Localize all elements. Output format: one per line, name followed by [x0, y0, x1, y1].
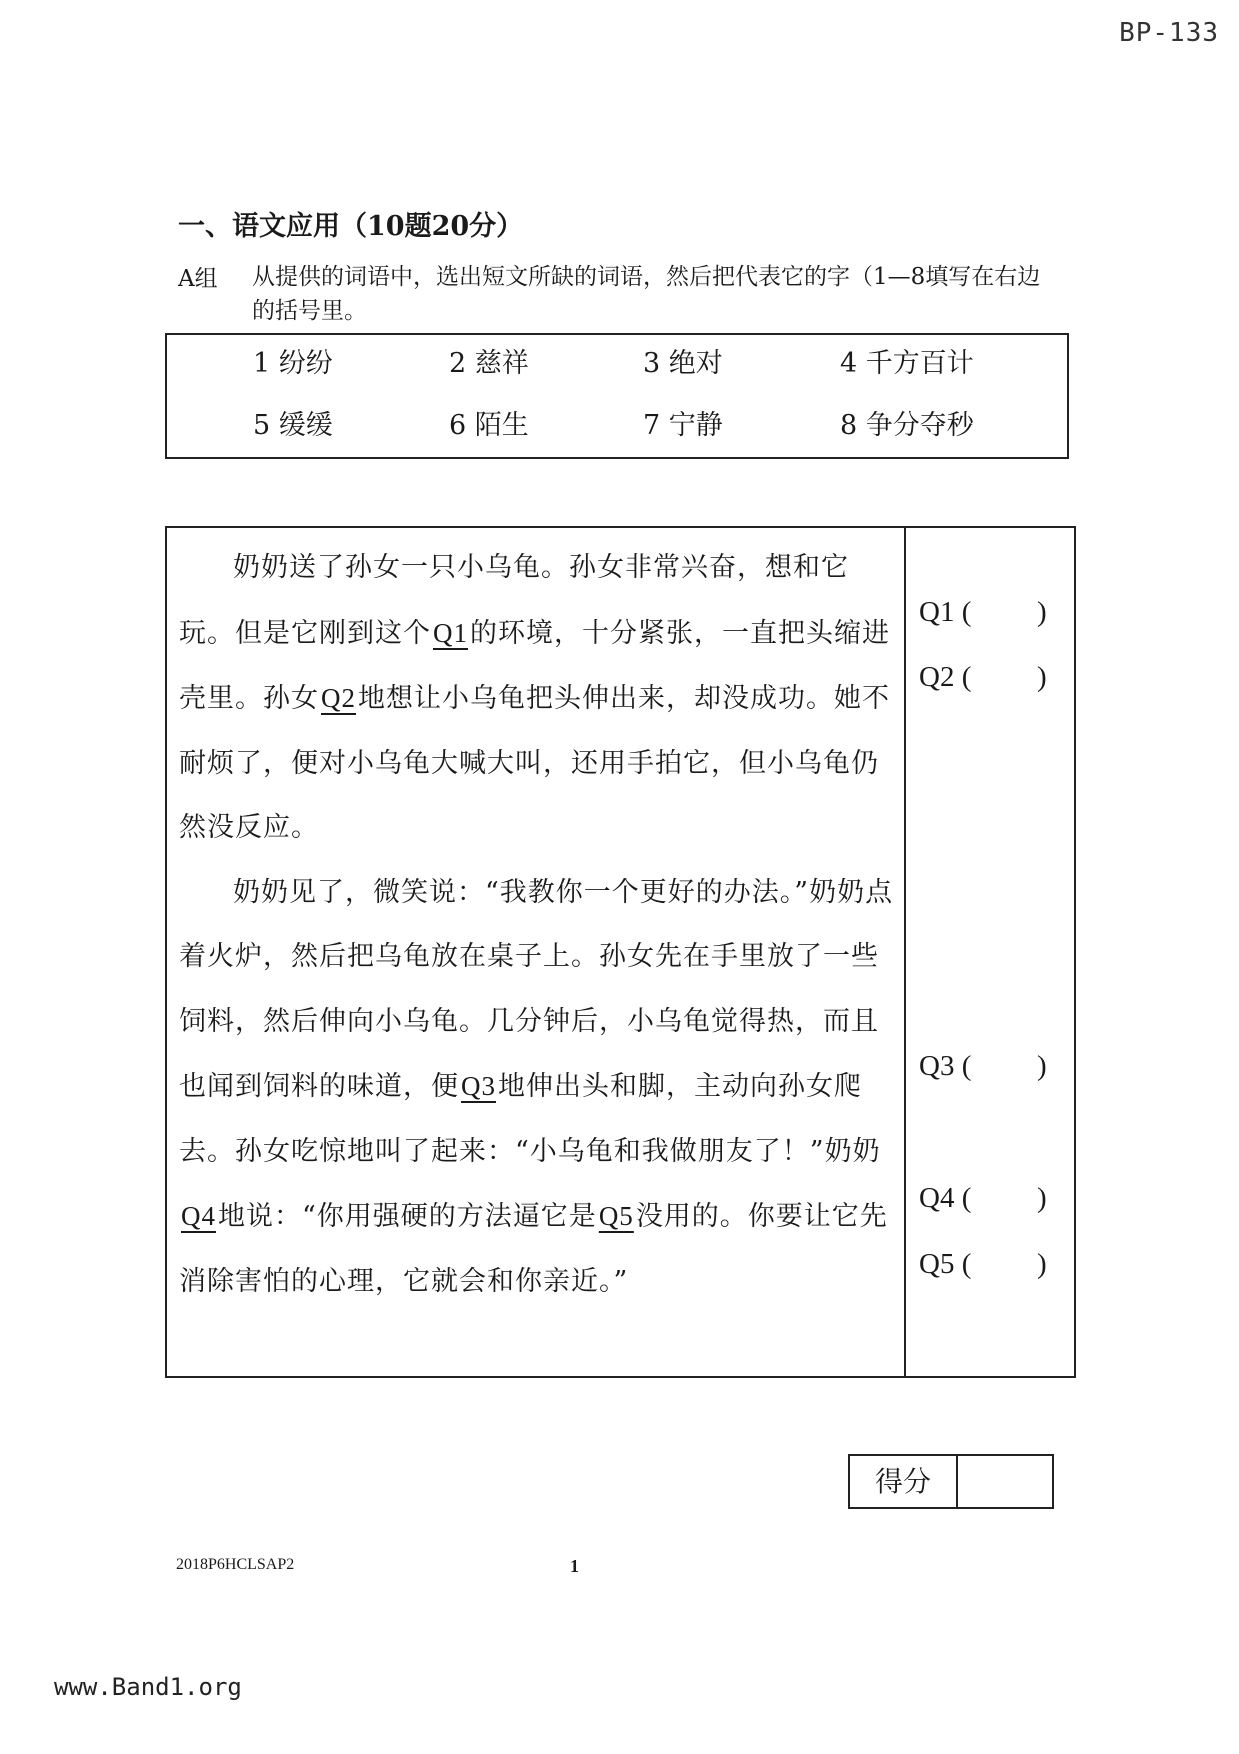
paragraph-1: [179, 536, 899, 861]
blank-q1: Q1: [433, 617, 468, 648]
passage-segment: 没用的。你要让它先消除害怕的心理，它就会和你亲近。”: [179, 1201, 888, 1297]
blank-q4: Q4: [181, 1201, 216, 1231]
answer-close-paren: ): [1037, 596, 1047, 628]
word-option-3: 3 绝对: [643, 348, 723, 379]
answer-slot-q2[interactable]: [919, 661, 1047, 694]
instruction-label: A组: [178, 266, 218, 292]
answer-slot-q3[interactable]: [919, 1050, 1047, 1083]
answer-close-paren: ): [1037, 1050, 1047, 1082]
answer-close-paren: ): [1037, 1182, 1047, 1214]
word-bank-box: [165, 333, 1069, 459]
instruction-text: 从提供的词语中，选出短文所缺的词语，然后把代表它的字（1—8填写在右边的括号里。: [252, 264, 1041, 324]
answer-slot-q1[interactable]: [919, 596, 1047, 629]
score-label: 得分: [850, 1456, 958, 1507]
blank-q5: Q5: [598, 1201, 634, 1231]
passage-segment: 地说：“你用强硬的方法逼它是: [218, 1201, 597, 1232]
blank-q2: Q2: [321, 683, 356, 713]
word-option-5: 5 缓缓: [253, 410, 333, 441]
page-code: BP-133: [1119, 18, 1219, 48]
passage-segment: 奶奶送了孙女一只小乌龟。孙女非常兴奋，想和它玩。但是它刚到这个: [179, 552, 849, 649]
page-number: 1: [570, 1556, 579, 1576]
score-input[interactable]: [958, 1456, 1052, 1507]
word-option-7: 7 宁静: [643, 410, 723, 441]
passage-segment: 地想让小乌龟把头伸出来，却没成功。她不耐烦了，便对小乌龟大喊大叫，还用手拍它，但小乌龟仍然没反应。: [179, 683, 890, 843]
score-box: [848, 1454, 1054, 1509]
passage-divider: [904, 528, 906, 1376]
watermark: www.Band1.org: [54, 1673, 242, 1701]
section-title: 一、语文应用（10题20分）: [178, 211, 524, 242]
footer-code: 2018P6HCLSAP2: [176, 1556, 295, 1573]
blank-q3: Q3: [461, 1071, 496, 1101]
answer-close-paren: ): [1037, 1248, 1047, 1280]
answer-label: Q5 (: [919, 1248, 972, 1280]
passage-text: [179, 536, 899, 1314]
passage-box: [165, 526, 1076, 1378]
passage-segment: 地伸出头和脚，主动向孙女爬去。孙女吃惊地叫了起来：“小乌龟和我做朋友了！”奶奶: [179, 1071, 881, 1167]
answer-slot-q5[interactable]: [919, 1248, 1047, 1281]
answer-label: Q4 (: [919, 1182, 972, 1214]
word-option-6: 6 陌生: [449, 410, 529, 441]
answer-close-paren: ): [1037, 661, 1047, 693]
answer-label: Q3 (: [919, 1050, 972, 1082]
passage-segment: 奶奶见了，微笑说：“我教你一个更好的办法。”奶奶点着火炉，然后把乌龟放在桌子上。孙女先在手里放了一些饲料，然后伸向小乌龟。几分钟后，小乌龟觉得热，而且也闻到饲料的味道，便: [179, 876, 894, 1102]
answer-label: Q1 (: [919, 596, 972, 628]
answer-slot-q4[interactable]: [919, 1182, 1047, 1215]
answer-label: Q2 (: [919, 661, 972, 693]
paragraph-2: [179, 861, 899, 1315]
word-option-2: 2 慈祥: [449, 348, 529, 379]
word-option-4: 4 千方百计: [840, 348, 974, 379]
word-option-8: 8 争分夺秒: [840, 410, 974, 441]
word-option-1: 1 纷纷: [253, 348, 333, 379]
passage-segment: 的环境，十分紧张，一直把头缩进壳里。孙女: [179, 617, 890, 714]
